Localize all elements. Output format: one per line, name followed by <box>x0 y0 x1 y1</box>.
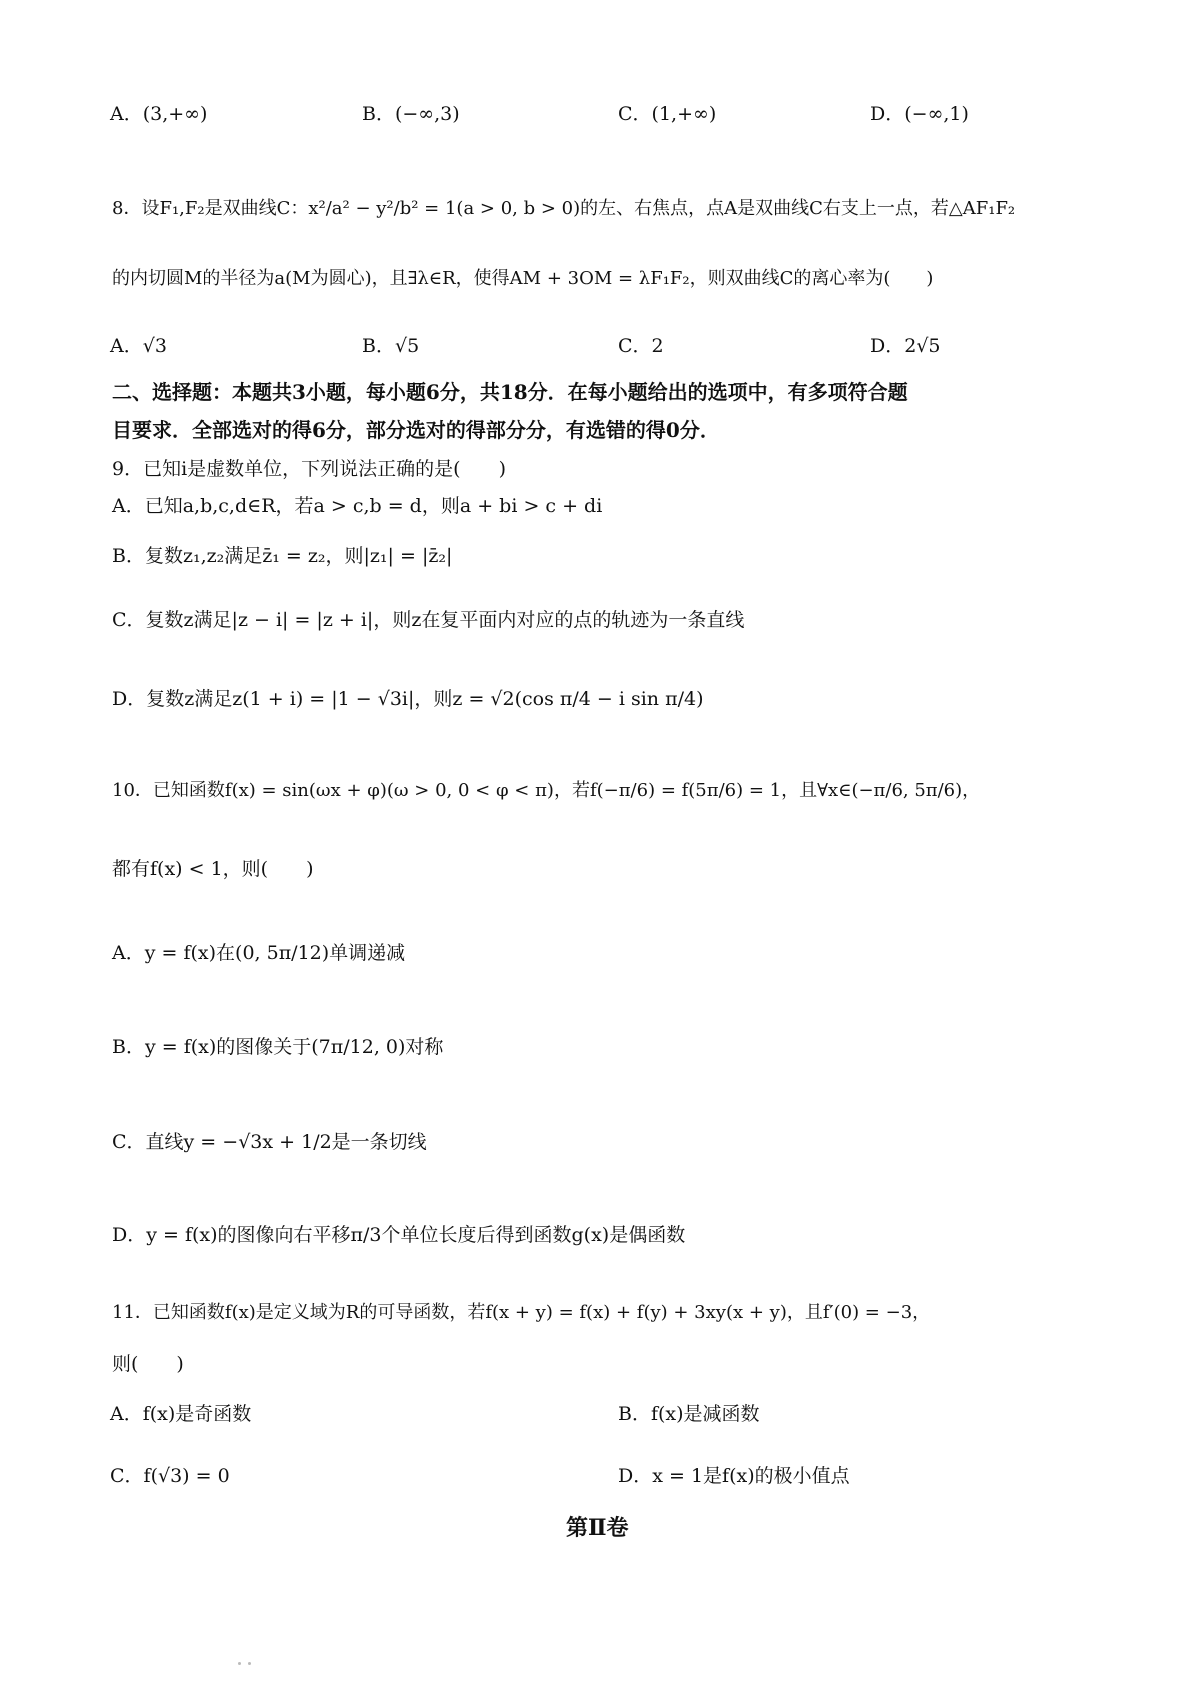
q10-option-c: C．直线y = −√3x + 1/2是一条切线 <box>112 1131 427 1153</box>
q10-option-a: A．y = f(x)在(0, 5π/12)单调递减 <box>112 942 406 964</box>
q10-stem-line2: 都有f(x) < 1，则( ) <box>112 858 314 880</box>
q9-option-d: D．复数z满足z(1 + i) = |1 − √3i|，则z = √2(cos π/4 − i sin π/4) <box>112 688 704 710</box>
q8-stem-line2: 的内切圆M的半径为a(M为圆心)，且∃λ∈R，使得AM + 3OM = λF₁F₂，则双曲线C的离心率为( ) <box>112 268 934 289</box>
q11-stem-line2: 则( ) <box>112 1353 184 1375</box>
q9-stem: 9．已知i是虚数单位，下列说法正确的是( ) <box>112 458 506 480</box>
q9-option-c: C．复数z满足|z − i| = |z + i|，则z在复平面内对应的点的轨迹为一条直线 <box>112 609 745 631</box>
section2-heading-line1: 二、选择题：本题共3小题，每小题6分，共18分．在每小题给出的选项中，有多项符合题 <box>112 380 908 404</box>
scan-speck <box>248 1662 251 1665</box>
q8-option-b: B．√5 <box>362 335 420 357</box>
q11-stem-line1: 11．已知函数f(x)是定义域为R的可导函数，若f(x + y) = f(x) + f(y) + 3xy(x + y)，且f′(0) = −3， <box>112 1302 931 1323</box>
q10-stem-line1: 10．已知函数f(x) = sin(ωx + φ)(ω > 0, 0 < φ < π)，若f(−π/6) = f(5π/6) = 1，且∀x∈(−π/6, 5π/6)， <box>112 780 981 801</box>
q7-option-d: D．(−∞,1) <box>870 103 969 125</box>
q9-option-b: B．复数z₁,z₂满足z̄₁ = z₂，则|z₁| = |z̄₂| <box>112 545 453 567</box>
scan-speck <box>238 1662 241 1665</box>
q8-option-a: A．√3 <box>110 335 167 357</box>
q8-option-c: C．2 <box>618 335 664 357</box>
q11-option-b: B．f(x)是减函数 <box>618 1403 760 1425</box>
q8-stem-line1: 8．设F₁,F₂是双曲线C：x²/a² − y²/b² = 1(a > 0, b > 0)的左、右焦点，点A是双曲线C右支上一点，若△AF₁F₂ <box>112 198 1016 219</box>
q11-option-a: A．f(x)是奇函数 <box>110 1403 252 1425</box>
q11-option-d: D．x = 1是f(x)的极小值点 <box>618 1465 850 1487</box>
q8-option-d: D．2√5 <box>870 335 941 357</box>
q7-option-a: A．(3,+∞) <box>110 103 208 125</box>
q11-option-c: C．f(√3) = 0 <box>110 1465 230 1487</box>
part2-title: 第Ⅱ卷 <box>566 1515 629 1541</box>
q7-option-b: B．(−∞,3) <box>362 103 460 125</box>
q10-option-d: D．y = f(x)的图像向右平移π/3个单位长度后得到函数g(x)是偶函数 <box>112 1224 686 1246</box>
q9-option-a: A．已知a,b,c,d∈R，若a > c,b = d，则a + bi > c + di <box>112 495 603 517</box>
q10-option-b: B．y = f(x)的图像关于(7π/12, 0)对称 <box>112 1036 444 1058</box>
q7-option-c: C．(1,+∞) <box>618 103 717 125</box>
section2-heading-line2: 目要求．全部选对的得6分，部分选对的得部分分，有选错的得0分． <box>112 418 720 442</box>
